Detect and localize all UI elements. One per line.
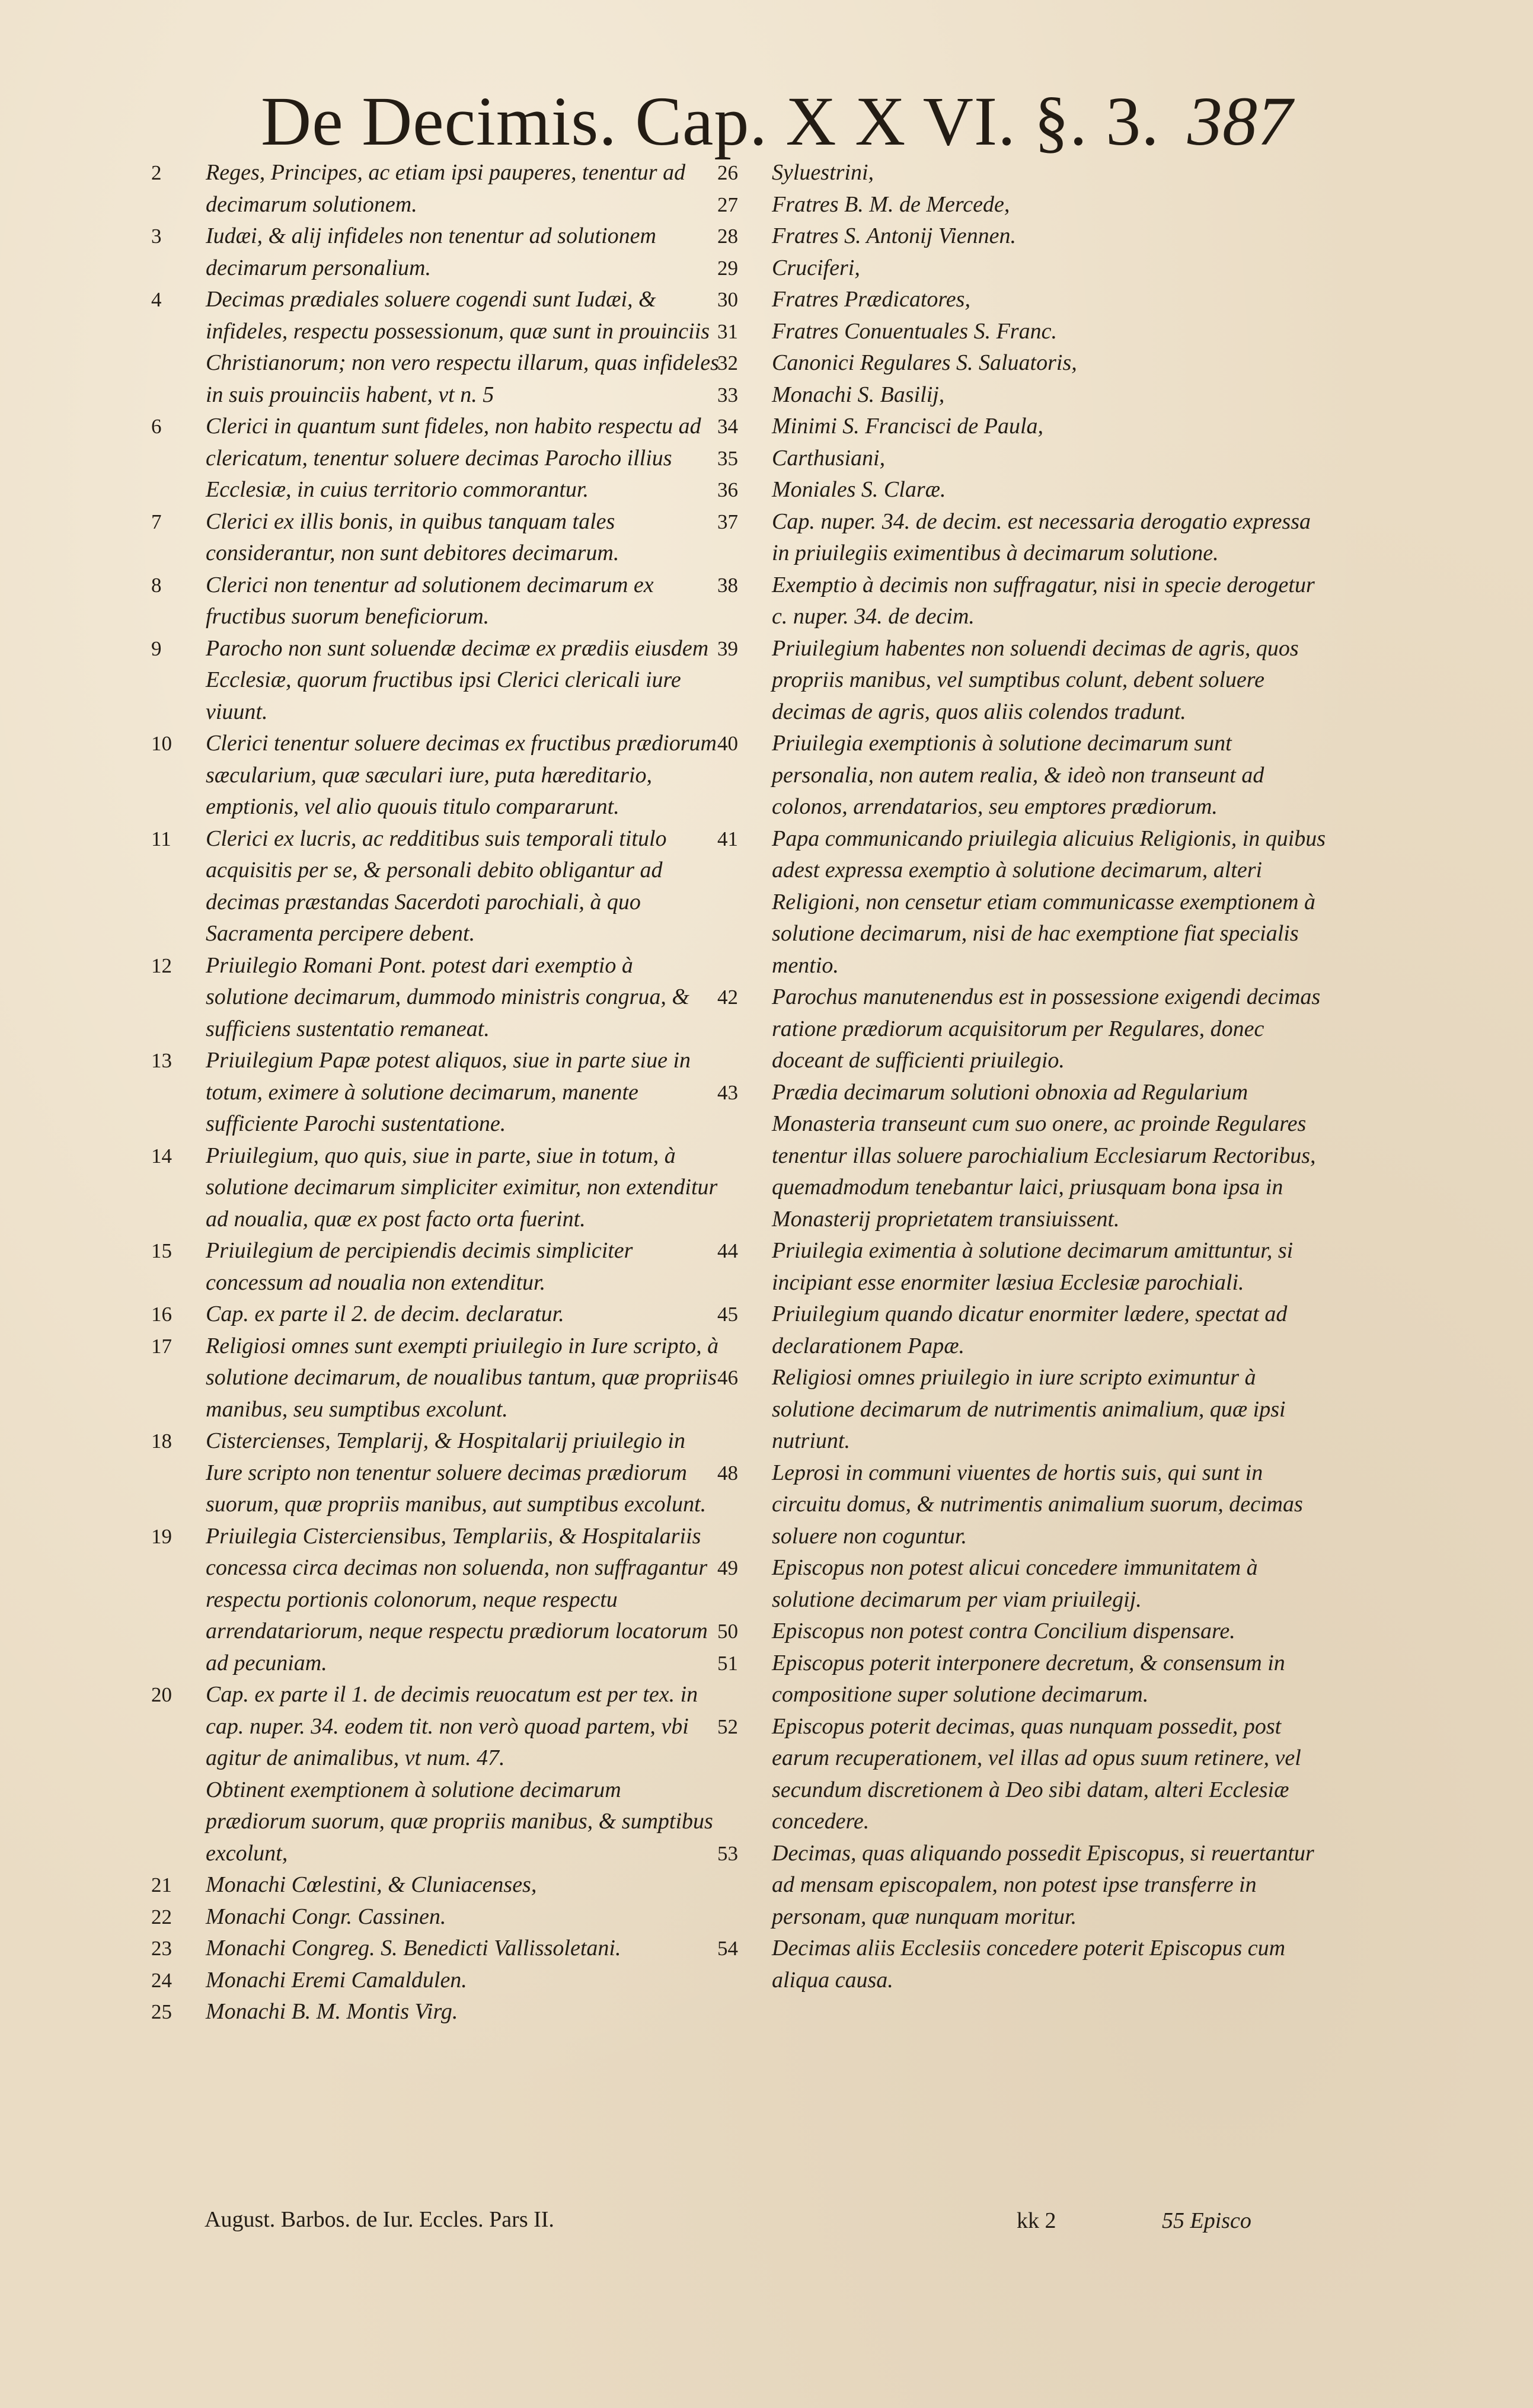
entry-text: Obtinent exemptionem à solutione decimarum prædiorum suorum, quæ propriis manibus, & sumptibus excolunt,	[206, 1777, 713, 1866]
entry-number: 10	[151, 732, 172, 755]
entry-text: Decimas aliis Ecclesiis concedere poterit Episcopus cum aliqua causa.	[772, 1936, 1286, 1993]
summary-entry	[717, 189, 1334, 221]
entry-text: Monachi Cœlestini, & Cluniacenses,	[206, 1872, 537, 1897]
entry-text: Leprosi in communi viuentes de hortis suis, qui sunt in circuitu domus, & nutrimentis animalium suorum, decimas soluere non coguntur.	[772, 1460, 1303, 1549]
entry-text: Cap. nuper. 34. de decim. est necessaria derogatio expressa in priuilegiis eximentibus à decimarum solutione.	[772, 509, 1311, 565]
entry-text: Iudæi, & alij infideles non tenentur ad solutionem decimarum personalium.	[206, 223, 656, 280]
entry-number: 42	[717, 986, 738, 1009]
entry-number: 25	[151, 2000, 172, 2023]
entry-text: Parochus manutenendus est in possessione exigendi decimas ratione prædiorum acquisitorum per Regulares, donec doceant de sufficienti priuilegio.	[772, 984, 1321, 1073]
entry-number: 48	[717, 1461, 738, 1485]
entry-number: 27	[717, 193, 738, 216]
summary-entry	[717, 220, 1334, 252]
summary-entry	[717, 1077, 1334, 1236]
summary-entry	[151, 284, 720, 411]
entry-text: Exemptio à decimis non suffragatur, nisi in specie derogetur c. nuper. 34. de decim.	[772, 572, 1315, 629]
summary-entry	[151, 570, 720, 633]
entry-text: Cistercienses, Templarij, & Hospitalarij priuilegio in Iure scripto non tenentur soluere decimas prædiorum suorum, quæ propriis manibus, aut sumptibus excolunt.	[206, 1428, 707, 1517]
right-column-summary-list	[717, 157, 1334, 1996]
summary-entry	[717, 284, 1334, 316]
summary-entry	[151, 1521, 720, 1680]
summary-entry	[717, 1838, 1334, 1933]
entry-number: 21	[151, 1873, 172, 1897]
entry-number: 49	[717, 1556, 738, 1579]
left-column-summary-list	[151, 157, 720, 2028]
summary-entry	[717, 633, 1334, 728]
entry-number: 40	[717, 732, 738, 755]
entry-number: 23	[151, 1937, 172, 1960]
entry-number: 54	[717, 1937, 738, 1960]
entry-number: 45	[717, 1303, 738, 1326]
entry-number: 11	[151, 827, 171, 850]
running-title: De Decimis. Cap. X X VI. §. 3.	[261, 82, 1160, 160]
entry-text: Monachi Congr. Cassinen.	[206, 1904, 446, 1929]
summary-entry	[717, 1933, 1334, 1996]
entry-number: 41	[717, 827, 738, 850]
summary-entry	[151, 220, 720, 284]
entry-number: 33	[717, 383, 738, 407]
summary-entry	[717, 823, 1334, 982]
entry-number: 31	[717, 319, 738, 343]
entry-number: 20	[151, 1683, 172, 1706]
entry-text: Priuilegium Papæ potest aliquos, siue in parte siue in totum, eximere à solutione decimarum, manente sufficiente Parochi sustentatione.	[206, 1048, 691, 1136]
summary-entry	[717, 157, 1334, 189]
entry-text: Monachi Eremi Camaldulen.	[206, 1967, 467, 1993]
summary-entry	[151, 1235, 720, 1299]
entry-text: Fratres Prædicatores,	[772, 287, 970, 312]
entry-text: Reges, Principes, ac etiam ipsi pauperes, tenentur ad decimarum solutionem.	[206, 160, 686, 217]
summary-entry	[717, 379, 1334, 411]
entry-text: Priuilegia Cisterciensibus, Templariis, & Hospitalariis concessa circa decimas non soluenda, non suffragantur respectu portionis colonorum, neque respectu arrendatariorum, neque respectu prædiorum locatorum ad pecuniam.	[206, 1523, 708, 1675]
entry-text: Priuilegia exemptionis à solutione decimarum sunt personalia, non autem realia, & ideò non transeunt ad colonos, arrendatarios, seu emptores prædiorum.	[772, 731, 1264, 819]
entry-number: 32	[717, 351, 738, 375]
entry-text: Cap. ex parte il 2. de decim. declaratur.	[206, 1301, 564, 1326]
entry-number: 38	[717, 573, 738, 597]
gathering-signature: kk 2	[1017, 2208, 1056, 2233]
summary-entry	[151, 1965, 720, 1997]
summary-entry	[151, 633, 720, 728]
summary-entry	[151, 1933, 720, 1965]
summary-entry	[151, 1140, 720, 1236]
entry-text: Episcopus non potest alicui concedere immunitatem à solutione decimarum per viam priuilegij.	[772, 1555, 1258, 1612]
entry-number: 13	[151, 1049, 172, 1072]
entry-number: 37	[717, 510, 738, 533]
summary-entry	[151, 1425, 720, 1521]
summary-entry	[151, 1679, 720, 1774]
entry-text: Priuilegia eximentia à solutione decimarum amittuntur, si incipiant esse enormiter læsiua Ecclesiæ parochiali.	[772, 1238, 1294, 1295]
entry-text: Fratres S. Antonij Viennen.	[772, 223, 1016, 248]
entry-text: Carthusiani,	[772, 445, 886, 471]
summary-entry	[717, 411, 1334, 443]
summary-entry	[151, 1331, 720, 1426]
entry-text: Episcopus poterit interponere decretum, & consensum in compositione super solutione decimarum.	[772, 1650, 1285, 1707]
entry-number: 28	[717, 225, 738, 248]
entry-text: Parocho non sunt soluendæ decimæ ex prædiis eiusdem Ecclesiæ, quorum fructibus ipsi Clerici clericali iure viuunt.	[206, 635, 709, 724]
entry-text: Episcopus poterit decimas, quas nunquam possedit, post earum recuperationem, vel illas ad opus suum retinere, vel secundum discretionem à Deo sibi datam, alteri Ecclesiæ concedere.	[772, 1713, 1301, 1834]
summary-entry	[717, 1711, 1334, 1838]
entry-number: 15	[151, 1239, 172, 1262]
entry-number: 53	[717, 1841, 738, 1865]
summary-entry	[151, 823, 720, 950]
entry-text: Fratres Conuentuales S. Franc.	[772, 318, 1057, 344]
entry-number: 34	[717, 415, 738, 438]
entry-text: Cruciferi,	[772, 255, 860, 280]
entry-number: 12	[151, 954, 172, 977]
summary-entry	[717, 316, 1334, 348]
entry-text: Episcopus non potest contra Concilium dispensare.	[772, 1619, 1235, 1643]
page-number: 387	[1187, 82, 1292, 160]
summary-entry	[717, 570, 1334, 633]
entry-text: Religiosi omnes priuilegio in iure scripto eximuntur à solutione decimarum de nutrimentis animalium, quæ ipsi nutriunt.	[772, 1365, 1286, 1453]
entry-number: 51	[717, 1651, 738, 1675]
summary-entry	[717, 252, 1334, 284]
entry-number: 26	[717, 161, 738, 184]
summary-entry	[151, 1299, 720, 1331]
entry-text: Fratres B. M. de Mercede,	[772, 191, 1010, 217]
entry-number: 17	[151, 1334, 172, 1358]
entry-text: Decimas prædiales soluere cogendi sunt Iudæi, & infideles, respectu possessionum, quæ sunt in prouinciis Christianorum; non vero respectu illarum, quas infideles in suis prouinciis habent, vt n. 5	[206, 287, 719, 407]
entry-number: 46	[717, 1366, 738, 1389]
entry-number: 18	[151, 1430, 172, 1453]
entry-number: 43	[717, 1080, 738, 1104]
entry-text: Priuilegium quando dicatur enormiter lædere, spectat ad declarationem Papæ.	[772, 1301, 1288, 1358]
entry-text: Moniales S. Claræ.	[772, 477, 946, 502]
summary-entry	[717, 981, 1334, 1077]
summary-entry	[717, 1362, 1334, 1457]
entry-text: Priuilegium habentes non soluendi decimas de agris, quos propriis manibus, vel sumptibus colunt, debent soluere decimas de agris, quos aliis colendos tradunt.	[772, 635, 1299, 724]
entry-text: Clerici tenentur soluere decimas ex fructibus prædiorum sæcularium, quæ sæculari iure, puta hæreditario, emptionis, vel alio quouis titulo compararunt.	[206, 731, 717, 819]
entry-text: Decimas, quas aliquando possedit Episcopus, si reuertantur ad mensam episcopalem, non potest ipse transferre in personam, quæ nunquam moritur.	[772, 1840, 1314, 1929]
entry-number: 30	[717, 288, 738, 311]
entry-text: Priuilegium, quo quis, siue in parte, siue in totum, à solutione decimarum simpliciter eximitur, non extenditur ad noualia, quæ ex post facto orta fuerint.	[206, 1143, 718, 1232]
summary-entry	[717, 728, 1334, 823]
entry-number: 2	[151, 161, 162, 184]
entry-text: Cap. ex parte il 1. de decimis reuocatum est per tex. in cap. nuper. 34. eodem tit. non verò quoad partem, vbi agitur de animalibus, vt num. 47.	[206, 1682, 698, 1770]
entry-text: Monachi B. M. Montis Virg.	[206, 1999, 458, 2024]
summary-entry	[151, 1774, 720, 1870]
footer-imprint: August. Barbos. de Iur. Eccles. Pars II.	[205, 2207, 554, 2232]
entry-text: Monachi S. Basilij,	[772, 382, 945, 407]
page-header	[261, 77, 1292, 166]
summary-entry	[151, 157, 720, 220]
summary-entry	[151, 506, 720, 570]
entry-number: 36	[717, 478, 738, 501]
summary-entry	[717, 474, 1334, 506]
entry-text: Clerici in quantum sunt fideles, non habito respectu ad clericatum, tenentur soluere decimas Parocho illius Ecclesiæ, in cuius territorio commorantur.	[206, 414, 701, 502]
entry-text: Papa communicando priuilegia alicuius Religionis, in quibus adest expressa exemptio à solutione decimarum, alteri Religioni, non censetur etiam communicasse exemptionem à solutione decimarum, nisi de hac exemptione fiat specialis mentio.	[772, 826, 1326, 978]
entry-text: Canonici Regulares S. Saluatoris,	[772, 350, 1077, 375]
entry-number: 8	[151, 573, 162, 597]
entry-number: 39	[717, 637, 738, 660]
summary-entry	[717, 1457, 1334, 1553]
entry-number: 3	[151, 225, 162, 248]
summary-entry	[717, 1235, 1334, 1299]
entry-number: 19	[151, 1524, 172, 1548]
summary-entry	[717, 347, 1334, 379]
entry-text: Monachi Congreg. S. Benedicti Vallissoletani.	[206, 1936, 621, 1961]
entry-number: 44	[717, 1239, 738, 1262]
entry-text: Clerici ex illis bonis, in quibus tanquam tales considerantur, non sunt debitores decimarum.	[206, 509, 619, 565]
entry-number: 16	[151, 1303, 172, 1326]
summary-entry	[151, 411, 720, 506]
summary-entry	[151, 950, 720, 1045]
entry-text: Priuilegium de percipiendis decimis simpliciter concessum ad noualia non extenditur.	[206, 1238, 633, 1295]
entry-number: 22	[151, 1905, 172, 1929]
summary-entry	[717, 506, 1334, 570]
entry-number: 6	[151, 415, 162, 438]
entry-number: 50	[717, 1620, 738, 1643]
entry-text: Religiosi omnes sunt exempti priuilegio in Iure scripto, à solutione decimarum, de noualibus tantum, quæ propriis manibus, seu sumptibus excolunt.	[206, 1333, 719, 1422]
entry-number: 35	[717, 446, 738, 470]
entry-text: Syluestrini,	[772, 160, 874, 185]
summary-entry	[151, 1045, 720, 1140]
entry-text: Prædia decimarum solutioni obnoxia ad Regularium Monasteria transeunt cum suo onere, ac proinde Regulares tenentur illas soluere parochialium Ecclesiarum Rectoribus, quemadmodum tenebantur laici, priusquam bona ipsa in Monasterij proprietatem transiuissent.	[772, 1079, 1316, 1232]
entry-text: Priuilegio Romani Pont. potest dari exemptio à solutione decimarum, dummodo ministris congrua, & sufficiens sustentatio remaneat.	[206, 952, 689, 1041]
summary-entry	[151, 1996, 720, 2028]
summary-entry	[151, 1901, 720, 1933]
entry-number: 14	[151, 1144, 172, 1168]
entry-number: 29	[717, 256, 738, 280]
catchword: 55 Episco	[1162, 2208, 1251, 2233]
entry-number: 4	[151, 288, 162, 311]
entry-number: 24	[151, 1968, 172, 1992]
summary-entry	[151, 728, 720, 823]
summary-entry	[717, 443, 1334, 475]
summary-entry	[717, 1648, 1334, 1711]
entry-text: Clerici non tenentur ad solutionem decimarum ex fructibus suorum beneficiorum.	[206, 572, 654, 629]
entry-text: Minimi S. Francisci de Paula,	[772, 414, 1044, 439]
entry-text: Clerici ex lucris, ac redditibus suis temporali titulo acquisitis per se, & personali debito obligantur ad decimas præstandas Sacerdoti parochiali, à quo Sacramenta percipere debent.	[206, 826, 667, 946]
entry-number: 7	[151, 510, 162, 533]
summary-entry	[717, 1552, 1334, 1616]
summary-entry	[151, 1869, 720, 1901]
summary-entry	[717, 1299, 1334, 1362]
summary-entry	[717, 1616, 1334, 1648]
entry-number: 9	[151, 637, 162, 660]
entry-number: 52	[717, 1715, 738, 1738]
